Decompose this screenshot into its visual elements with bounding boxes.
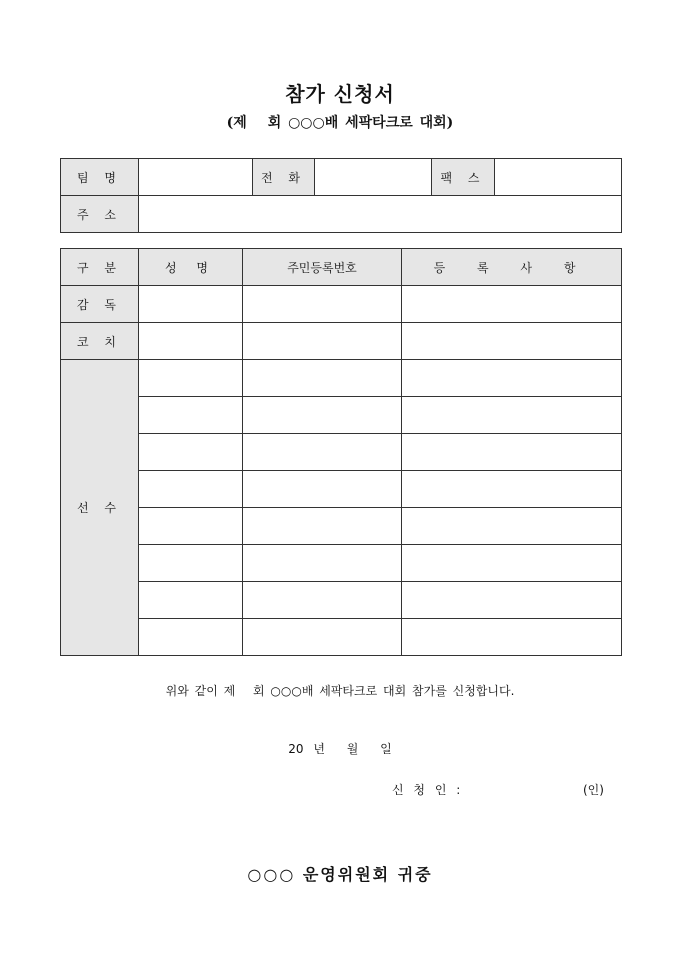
registration-header: 등 록 사 항 (402, 249, 622, 286)
roster-header-row (61, 249, 622, 286)
player-name-field[interactable] (139, 434, 243, 471)
player-id-field[interactable] (243, 397, 402, 434)
team-info-table (60, 158, 622, 233)
coach-name-field[interactable] (139, 323, 243, 360)
coach-id-field[interactable] (243, 323, 402, 360)
phone-field[interactable] (315, 159, 432, 196)
director-row (61, 286, 622, 323)
director-id-field[interactable] (243, 286, 402, 323)
player-registration-field[interactable] (402, 360, 622, 397)
player-registration-field[interactable] (402, 434, 622, 471)
player-id-field[interactable] (243, 360, 402, 397)
player-id-field[interactable] (243, 508, 402, 545)
roster-table (60, 248, 622, 656)
player-row (61, 545, 622, 582)
form-subtitle: (제 회 ○○○배 세팍타크로 대회) (226, 115, 454, 131)
phone-label: 전 화 (253, 159, 315, 196)
player-id-field[interactable] (243, 471, 402, 508)
fax-label: 팩 스 (432, 159, 495, 196)
player-id-field[interactable] (243, 582, 402, 619)
player-name-field[interactable] (139, 508, 243, 545)
director-registration-field[interactable] (402, 286, 622, 323)
player-name-field[interactable] (139, 397, 243, 434)
application-statement: 위와 같이 제 회 ○○○배 세팍타크로 대회 참가를 신청합니다. (165, 684, 515, 698)
address-field[interactable] (139, 196, 622, 233)
player-row (61, 582, 622, 619)
player-row (61, 360, 622, 397)
player-name-field[interactable] (139, 545, 243, 582)
player-row (61, 434, 622, 471)
team-name-label: 팀 명 (61, 159, 139, 196)
name-header: 성 명 (139, 249, 243, 286)
player-id-field[interactable] (243, 619, 402, 656)
coach-registration-field[interactable] (402, 323, 622, 360)
director-label: 감 독 (61, 286, 139, 323)
player-registration-field[interactable] (402, 545, 622, 582)
coach-row (61, 323, 622, 360)
player-name-field[interactable] (139, 619, 243, 656)
seal-label: (인) (583, 783, 604, 797)
applicant-label: 신 청 인 : (392, 783, 464, 797)
player-row (61, 508, 622, 545)
director-name-field[interactable] (139, 286, 243, 323)
fax-field[interactable] (495, 159, 622, 196)
player-registration-field[interactable] (402, 582, 622, 619)
form-title: 참가 신청서 (285, 82, 395, 106)
team-phone-fax-row (61, 159, 622, 196)
player-registration-field[interactable] (402, 397, 622, 434)
player-name-field[interactable] (139, 471, 243, 508)
category-header: 구 분 (61, 249, 139, 286)
player-registration-field[interactable] (402, 619, 622, 656)
player-name-field[interactable] (139, 582, 243, 619)
player-row (61, 471, 622, 508)
date-line: 20 년 월 일 (288, 742, 392, 756)
player-registration-field[interactable] (402, 508, 622, 545)
player-row (61, 397, 622, 434)
player-row (61, 619, 622, 656)
player-registration-field[interactable] (402, 471, 622, 508)
recipient-footer: ○○○ 운영위원회 귀중 (247, 865, 433, 884)
id-number-header: 주민등록번호 (243, 249, 402, 286)
team-name-field[interactable] (139, 159, 253, 196)
player-name-field[interactable] (139, 360, 243, 397)
player-id-field[interactable] (243, 545, 402, 582)
address-label: 주 소 (61, 196, 139, 233)
player-id-field[interactable] (243, 434, 402, 471)
address-row (61, 196, 622, 233)
players-label: 선 수 (61, 360, 139, 656)
coach-label: 코 치 (61, 323, 139, 360)
